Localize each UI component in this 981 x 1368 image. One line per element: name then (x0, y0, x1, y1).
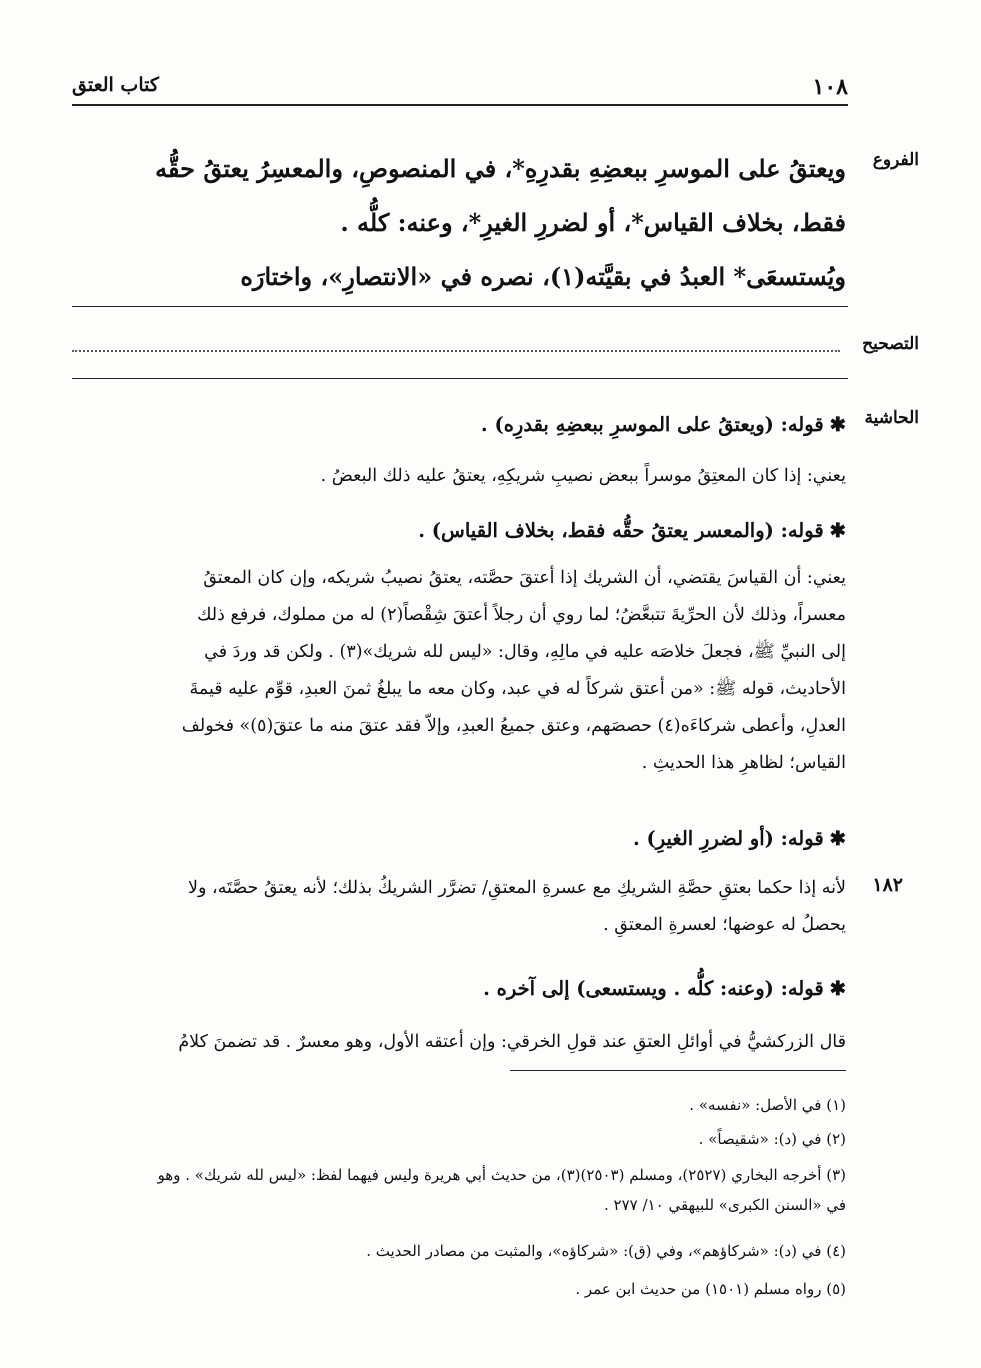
commentary-line: يعني: أن القياسَ يقتضي، أن الشريك إذا أعتقَ حصَّته، يعتقُ نصيبُ شريكه، وإن كان المعتقُ (203, 568, 846, 588)
asterisk-icon: ✱ (829, 977, 846, 1000)
footnote: (١) في الأصل: «نفسه» . (689, 1096, 846, 1114)
commentary-paragraph: قال الزركشيُّ في أوائلِ العتقِ عند قولِ الخرقي: وإن أعتقه الأول، وهو معسرٌ . قد تضمنَ كلامُ (178, 1032, 846, 1052)
commentary-line: إلى النبيِّ ﷺ، فجعلَ خلاصَه عليه في مالِهِ، وقال: «ليس لله شريك»(٣) . ولكن قد وردَ في (204, 642, 846, 662)
footnote-separator (510, 1070, 846, 1071)
footnote-line: في «السنن الكبرى» للبيهقي ١٠/ ٢٧٧ . (604, 1196, 846, 1214)
main-text-line: ويُستسعَى* العبدُ في بقيَّته(١)، نصره في «الانتصارِ»، واختارَه (240, 262, 846, 291)
commentary-line: العدلِ، وأعطى شركاءَه(٤) حصصَهم، وعتق جميعُ العبدِ، وإلاّ فقد عتقَ منه ما عتقَ(٥)» فخولف (181, 716, 846, 736)
asterisk-icon: ✱ (829, 519, 846, 542)
commentary-quote (70, 406, 846, 443)
commentary-paragraph: يعني: إذا كان المعتِقُ موسراً ببعض نصيبِ شريكِهِ، يعتقُ عليه ذلك البعضُ . (320, 466, 846, 486)
main-text-line: ويعتقُ على الموسرِ ببعضِهِ بقدرِهِ*، في المنصوصِ، والمعسِرُ يعتقُ حقُّه (155, 154, 846, 183)
asterisk-icon: ✱ (829, 827, 846, 850)
section-divider (72, 306, 848, 307)
commentary-line: الأحاديث، قوله ﷺ: «من أعتق شركاً له في عبد، وكان معه ما يبلغُ ثمنَ العبدِ، قوِّم عليه قيمةَ (189, 679, 846, 699)
footnote: (٤) في (د): «شركاؤهم»، وفي (ق): «شركاؤه»، والمثبت من مصادر الحديث . (366, 1242, 846, 1260)
commentary-line: معسراً، وذلك لأن الحرِّيةَ تتبعَّضُ؛ لما روي أن رجلاً أعتقَ شِقْصاً(٢) له من مملوك، فرفع ذلك (197, 605, 846, 625)
page-header (72, 70, 848, 106)
tashih-dotted-line (72, 346, 840, 352)
quote-text: قوله: (أو لضررِ الغيرِ) . (632, 827, 824, 850)
running-title: كتاب العتق (72, 74, 159, 96)
asterisk-icon: ✱ (829, 413, 846, 436)
page-number: ١٠٨ (812, 74, 848, 100)
label-hashia: الحاشية (864, 408, 919, 428)
main-text (70, 142, 846, 304)
main-text-line: فقط، بخلاف القياس*، أو لضررِ الغيرِ*، وعنه: كلُّه . (340, 208, 846, 237)
commentary-paragraph (70, 870, 846, 944)
quote-text: قوله: (ويعتقُ على الموسرِ ببعضِهِ بقدرِه) . (480, 413, 824, 436)
quote-text: قوله: (وعنه: كلُّه . ويستسعى) إلى آخره . (483, 977, 824, 1000)
commentary-line: يحصلُ له عوضها؛ لعسرةِ المعتقِ . (603, 915, 846, 935)
commentary-quote (70, 970, 846, 1007)
commentary-paragraph (70, 560, 846, 782)
footnote-line: (٣) أخرجه البخاري (٢٥٢٧)، ومسلم (٢٥٠٣)(٣)، من حديث أبي هريرة وليس فيهما لفظ: «ليس لله شريك» . وهو (157, 1166, 846, 1184)
footnote (70, 1160, 846, 1220)
commentary-quote (70, 820, 846, 857)
margin-folio-number: ١٨٢ (872, 874, 903, 896)
commentary-quote (70, 512, 846, 549)
commentary-line: لأنه إذا حكما بعتقِ حصَّةِ الشريكِ مع عسرةِ المعتقِ/ تضرَّر الشريكُ بذلك؛ لأنه يعتقُ حصَّتَه، ولا (188, 878, 846, 898)
commentary-line: القياس؛ لظاهرِ هذا الحديثِ . (641, 753, 846, 773)
section-divider (72, 378, 848, 379)
label-furu: الفروع (872, 150, 919, 170)
footnote: (٢) في (د): «شقيصاً» . (698, 1130, 846, 1148)
quote-text: قوله: (والمعسر يعتقُ حقُّه فقط، بخلاف القياس) . (418, 519, 824, 542)
label-tashih: التصحيح (862, 334, 919, 354)
footnote: (٥) رواه مسلم (١٥٠١) من حديث ابن عمر . (575, 1280, 846, 1298)
